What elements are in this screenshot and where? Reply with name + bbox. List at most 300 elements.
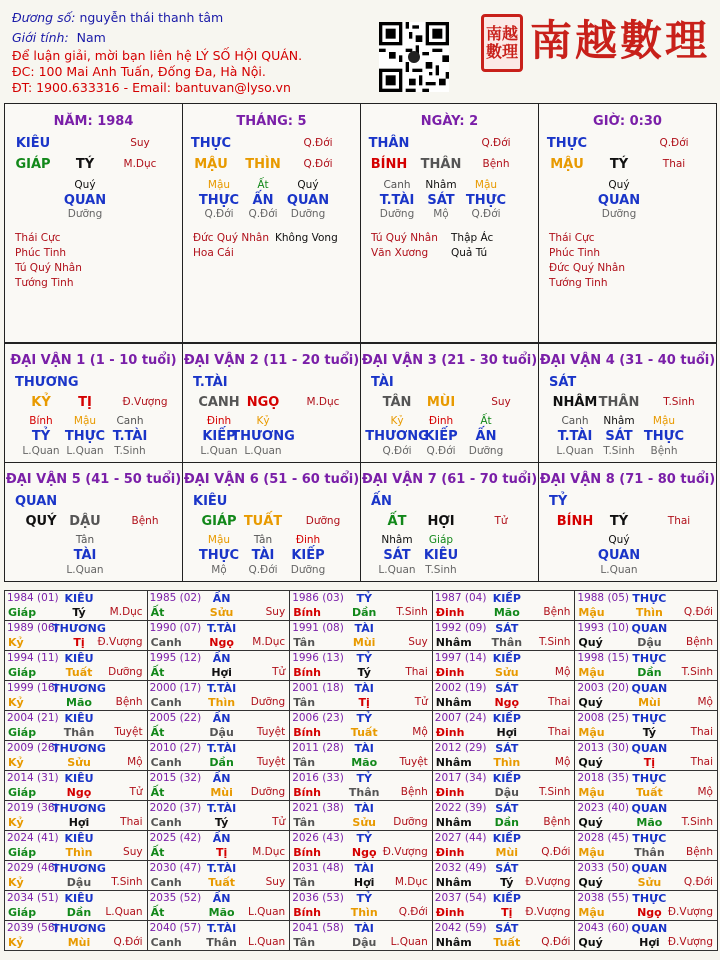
year-god: T.TÀI — [206, 922, 237, 935]
year-stage: M.Dục — [394, 876, 428, 888]
year-stage: Bệnh — [400, 786, 428, 798]
year-label: 2011 (28) — [292, 742, 344, 754]
year-stage: Tuyệt — [399, 756, 428, 768]
year-label: 2012 (29) — [434, 742, 487, 754]
year-stem: Kỷ — [8, 936, 24, 949]
year-branch: Tị — [215, 846, 228, 859]
pillar-stem-god: KIÊU — [15, 136, 51, 151]
year-label: 2040 (57) — [149, 922, 202, 934]
year-cell — [432, 830, 576, 861]
year-stem: Canh — [150, 876, 182, 889]
dai-van-hidden-god: KIẾP — [291, 548, 325, 563]
year-god: KIẾP — [492, 892, 521, 905]
year-god: QUAN — [631, 682, 668, 695]
year-cell — [147, 920, 291, 951]
dai-van-hidden-god: THỰC — [198, 548, 240, 563]
year-label: 1999 (16) — [7, 682, 59, 694]
year-god: TỶ — [356, 592, 372, 605]
year-god: ẤN — [212, 892, 231, 905]
year-branch: Dậu — [66, 876, 92, 889]
hidden-stem: Nhâm — [425, 179, 457, 191]
year-label: 2027 (44) — [434, 832, 487, 844]
pillar-title: GIỜ: 0:30 — [593, 114, 662, 129]
year-stage: Suy — [265, 876, 286, 888]
year-cell — [289, 710, 433, 741]
year-cell — [574, 860, 718, 891]
year-label: 2010 (27) — [149, 742, 202, 754]
gender-line — [12, 30, 106, 45]
dai-van-god: QUAN — [15, 494, 58, 509]
year-branch: Hợi — [211, 666, 232, 679]
year-cell — [574, 770, 718, 801]
year-label: 2037 (54) — [434, 892, 487, 904]
year-god: SÁT — [495, 742, 519, 755]
hidden-stem-stage: Dưỡng — [379, 208, 415, 220]
year-branch: Tý — [642, 726, 657, 739]
owner-line — [12, 10, 223, 25]
year-stem: Canh — [150, 816, 182, 829]
year-stem: Nhâm — [435, 876, 472, 889]
year-stem: Đinh — [435, 666, 465, 679]
year-branch: Hợi — [68, 816, 90, 829]
dai-van-hidden-stage: L.Quan — [200, 445, 238, 457]
year-branch: Thìn — [208, 696, 236, 709]
year-branch: Hợi — [639, 936, 660, 949]
year-cell — [147, 740, 291, 771]
year-cell — [432, 920, 576, 951]
year-branch: Ngọ — [494, 696, 520, 709]
pillar-stem-stage: Suy — [130, 137, 150, 149]
year-label: 2017 (34) — [434, 772, 487, 784]
dai-van-title: ĐẠI VẬN 7 (61 - 70 tuổi) — [361, 472, 538, 487]
year-cell — [432, 620, 576, 651]
dai-van-stage: Suy — [491, 396, 511, 408]
year-god: THỰC — [632, 712, 667, 725]
year-cell — [432, 650, 576, 681]
year-branch: Mùi — [495, 846, 519, 859]
year-cell — [289, 590, 433, 621]
year-god: KIẾP — [492, 592, 521, 605]
good-star: Phúc Tinh — [15, 247, 67, 259]
year-god: ẤN — [212, 772, 231, 785]
dai-van-hidden-stage: Q.Đới — [426, 445, 456, 457]
dai-van-title: ĐẠI VẬN 5 (41 - 50 tuổi) — [5, 472, 182, 487]
year-stage: Mộ — [554, 756, 571, 768]
dai-van-hidden-god: QUAN — [597, 548, 641, 563]
year-label: 2006 (23) — [292, 712, 344, 724]
brand-logo: 南越數理 — [530, 16, 711, 65]
hidden-stem: Quý — [608, 179, 630, 191]
year-god: THỰC — [632, 892, 667, 905]
year-god: KIÊU — [64, 652, 94, 665]
year-stage: T.Sinh — [538, 786, 571, 798]
year-stem: Mậu — [578, 726, 605, 739]
year-stem: Tân — [293, 876, 316, 889]
dai-van-stage: T.Sinh — [663, 396, 695, 408]
dai-van-stage: Đ.Vượng — [122, 396, 168, 408]
year-stem: Quý — [578, 636, 603, 649]
year-cell — [4, 860, 148, 891]
year-branch: Ngọ — [209, 636, 234, 649]
dai-van-hidden-god: THƯƠNG — [231, 429, 295, 444]
year-cell — [574, 590, 718, 621]
year-cell — [289, 830, 433, 861]
dai-van-hidden-stem: Tân — [75, 534, 95, 546]
dai-van-hidden-stage: Dưỡng — [290, 564, 326, 576]
pillar-stem-stage: Q.Đới — [303, 137, 333, 149]
year-god: TỶ — [356, 892, 372, 905]
year-god: SÁT — [495, 862, 519, 875]
year-label: 2021 (38) — [292, 802, 344, 814]
year-god: ẤN — [212, 712, 231, 725]
year-god: ẤN — [212, 832, 231, 845]
year-god: QUAN — [631, 862, 668, 875]
pillar-earthly-branch: TÝ — [609, 157, 629, 172]
dai-van-branch: TỊ — [78, 395, 92, 410]
dai-van-hidden-god: ẤN — [475, 429, 497, 444]
dai-van-title: ĐẠI VẬN 3 (21 - 30 tuổi) — [361, 353, 538, 368]
year-branch: Dần — [66, 906, 92, 919]
dai-van-hidden-stem: Kỷ — [390, 415, 404, 427]
dai-van-branch: DẬU — [69, 514, 101, 529]
year-stem: Bính — [293, 726, 322, 739]
good-star: Đức Quý Nhân — [193, 232, 269, 244]
good-star: Hoa Cái — [193, 247, 234, 259]
dai-van-hidden-stem: Canh — [561, 415, 589, 427]
good-star: Đức Quý Nhân — [549, 262, 625, 274]
dai-van-hidden-stage: L.Quan — [66, 445, 104, 457]
year-branch: Mùi — [638, 696, 661, 709]
bad-star: Thập Ác — [451, 232, 494, 244]
year-label: 1990 (07) — [149, 622, 202, 634]
pillar-stem-stage: Q.Đới — [481, 137, 511, 149]
header — [0, 0, 720, 100]
year-stem: Kỷ — [8, 696, 24, 709]
year-branch: Dậu — [351, 936, 377, 949]
hidden-stem-god: QUAN — [286, 193, 330, 208]
year-stage: Mộ — [697, 786, 713, 798]
hidden-stem-stage: Dưỡng — [601, 208, 637, 220]
year-god: QUAN — [631, 742, 668, 755]
year-cell — [289, 650, 433, 681]
year-cell — [289, 740, 433, 771]
dai-van-hidden-stage: Dưỡng — [468, 445, 504, 457]
year-cell — [147, 650, 291, 681]
pillar-title: NĂM: 1984 — [53, 114, 134, 129]
year-god: THƯƠNG — [52, 682, 106, 695]
year-stem: Bính — [293, 906, 322, 919]
year-cell — [432, 710, 576, 741]
year-cell — [147, 800, 291, 831]
dai-van-hidden-stem: Mậu — [652, 415, 676, 427]
year-label: 1991 (08) — [292, 622, 344, 634]
year-stem: Bính — [293, 846, 322, 859]
dai-van-hidden-god: THƯƠNG — [365, 429, 429, 444]
year-branch: Ngọ — [637, 906, 662, 919]
dai-van-god: THƯƠNG — [15, 375, 79, 390]
dai-van-hidden-stage: T.Sinh — [114, 445, 146, 457]
pillar-stem-god: THỰC — [190, 136, 232, 151]
dai-van-branch: HỢI — [427, 514, 455, 529]
gender-label: Giới tính: — [12, 30, 69, 45]
address-line: ĐC: 100 Mai Anh Tuấn, Đống Đa, Hà Nội. — [12, 64, 266, 79]
year-cell — [432, 770, 576, 801]
dai-van-cell — [538, 343, 717, 463]
year-branch: Tý — [357, 666, 371, 679]
year-stage: Bệnh — [543, 606, 571, 618]
dai-van-hidden-stem: Nhâm — [381, 534, 413, 546]
year-god: TÀI — [354, 922, 374, 935]
year-stem: Kỷ — [8, 876, 24, 889]
year-stage: Mộ — [412, 726, 428, 738]
year-stage: L.Quan — [105, 906, 143, 918]
year-stem: Canh — [150, 756, 182, 769]
year-stem: Nhâm — [435, 696, 472, 709]
year-stem: Đinh — [435, 606, 465, 619]
year-god: THỰC — [632, 652, 667, 665]
dai-van-hidden-god: TÀI — [73, 548, 97, 563]
dai-van-branch: TUẤT — [243, 514, 283, 529]
year-cell — [4, 770, 148, 801]
year-cell — [4, 710, 148, 741]
dai-van-hidden-god: TÀI — [251, 548, 275, 563]
year-stage: Bệnh — [686, 846, 713, 858]
dai-van-hidden-stem: Đinh — [295, 534, 321, 546]
year-cell — [574, 680, 718, 711]
year-cell — [147, 590, 291, 621]
dai-van-branch: NGỌ — [246, 395, 280, 410]
year-branch: Ngọ — [66, 786, 92, 799]
year-god: QUAN — [631, 622, 668, 635]
dai-van-branch: MÙI — [426, 395, 456, 410]
good-star: Tú Quý Nhân — [15, 262, 82, 274]
pillar-heavenly-stem: MẬU — [550, 157, 584, 172]
pillar-stem-stage: Q.Đới — [659, 137, 689, 149]
year-stem: Canh — [150, 636, 182, 649]
phone-email-line: ĐT: 1900.633316 - Email: bantuvan@lyso.vn — [12, 80, 291, 95]
year-cell — [574, 710, 718, 741]
year-label: 2039 (56) — [7, 922, 59, 934]
year-god: THỰC — [632, 832, 667, 845]
year-branch: Tý — [500, 876, 514, 889]
dai-van-hidden-stage: L.Quan — [556, 445, 594, 457]
year-stage: Bệnh — [686, 636, 713, 648]
dai-van-hidden-stage: Q.Đới — [248, 564, 278, 576]
dai-van-cell — [4, 462, 183, 582]
year-label: 2020 (37) — [149, 802, 202, 814]
hidden-stem-stage: Dưỡng — [290, 208, 326, 220]
seal-stamp: 南越 數理 — [481, 14, 523, 72]
year-cell — [432, 860, 576, 891]
year-stage: Thai — [690, 726, 713, 738]
year-label: 2042 (59) — [434, 922, 487, 934]
year-branch: Dậu — [209, 726, 234, 739]
year-stage: Tử — [272, 816, 286, 828]
year-stem: Ất — [150, 606, 165, 619]
year-label: 2029 (46) — [7, 862, 59, 874]
year-branch: Thân — [206, 936, 237, 949]
year-stage: M.Dục — [252, 636, 286, 648]
year-stem: Quý — [578, 696, 603, 709]
dai-van-god: SÁT — [549, 375, 577, 390]
year-stage: Tử — [272, 666, 286, 678]
year-stem: Ất — [150, 906, 165, 919]
dai-van-hidden-stage: L.Quan — [244, 445, 282, 457]
year-label: 1987 (04) — [434, 592, 487, 604]
year-cell — [432, 740, 576, 771]
year-god: THỰC — [632, 772, 667, 785]
hidden-stem-stage: Dưỡng — [67, 208, 103, 220]
year-branch: Sửu — [209, 606, 234, 619]
year-god: SÁT — [495, 802, 519, 815]
year-stage: Đ.Vượng — [667, 906, 713, 918]
year-label: 2025 (42) — [149, 832, 202, 844]
dai-van-stem: ẤT — [387, 514, 407, 529]
year-god: TỶ — [356, 832, 372, 845]
year-god: TỶ — [356, 712, 372, 725]
dai-van-hidden-stem: Mậu — [207, 534, 231, 546]
bad-star: Quả Tú — [451, 247, 488, 259]
qr-code — [379, 22, 449, 92]
year-branch: Hợi — [353, 876, 375, 889]
hidden-stem: Mậu — [474, 179, 498, 191]
year-stem: Ất — [150, 726, 165, 739]
year-stage: Đ.Vượng — [667, 936, 713, 948]
year-label: 2028 (45) — [577, 832, 630, 844]
year-branch: Mão — [66, 696, 92, 709]
year-stage: Tuyệt — [114, 726, 143, 738]
year-branch: Hợi — [496, 726, 518, 739]
year-label: 2030 (47) — [149, 862, 202, 874]
year-label: 2014 (31) — [7, 772, 59, 784]
year-label: 2034 (51) — [7, 892, 59, 904]
dai-van-stem: BÍNH — [556, 514, 594, 529]
year-branch: Dần — [637, 666, 662, 679]
year-god: KIẾP — [492, 772, 521, 785]
year-cell — [574, 920, 718, 951]
year-stem: Giáp — [8, 606, 37, 619]
dai-van-hidden-stem: Kỷ — [256, 415, 270, 427]
year-stem: Ất — [150, 786, 165, 799]
pillar-title: THÁNG: 5 — [236, 114, 307, 129]
dai-van-hidden-stage: Q.Đới — [382, 445, 412, 457]
year-stem: Tân — [293, 936, 316, 949]
year-stage: Thai — [405, 666, 428, 678]
hidden-stem-stage: Q.Đới — [248, 208, 278, 220]
year-label: 2043 (60) — [577, 922, 630, 934]
year-god: T.TÀI — [206, 862, 237, 875]
year-god: SÁT — [495, 922, 519, 935]
hidden-stem-god: T.TÀI — [379, 193, 415, 208]
year-stage: Dưỡng — [108, 666, 143, 678]
pillar-earthly-branch: TÝ — [75, 157, 95, 172]
year-cell — [289, 680, 433, 711]
year-stem: Tân — [293, 756, 316, 769]
year-stem: Canh — [150, 696, 182, 709]
year-branch: Tuất — [65, 666, 93, 679]
year-label: 2026 (43) — [292, 832, 344, 844]
pillar-cell — [538, 103, 717, 343]
year-branch: Ngọ — [351, 846, 377, 859]
year-label: 2036 (53) — [292, 892, 344, 904]
year-cell — [147, 680, 291, 711]
year-stage: T.Sinh — [681, 816, 713, 828]
year-cell — [574, 890, 718, 921]
year-god: KIẾP — [492, 832, 521, 845]
year-stem: Canh — [150, 936, 182, 949]
dai-van-stage: Dưỡng — [305, 515, 341, 527]
year-stem: Quý — [578, 816, 603, 829]
dai-van-hidden-stem: Ất — [480, 415, 492, 427]
year-stem: Kỷ — [8, 636, 24, 649]
year-stem: Giáp — [8, 786, 37, 799]
pillar-stem-god: THÂN — [368, 136, 410, 151]
year-branch: Mão — [208, 906, 235, 919]
dai-van-cell — [360, 462, 539, 582]
dai-van-stage: Bệnh — [131, 515, 159, 527]
year-stem: Đinh — [435, 786, 465, 799]
year-stage: L.Quan — [247, 936, 286, 948]
year-label: 2019 (36) — [7, 802, 59, 814]
year-branch: Mùi — [352, 636, 376, 649]
year-god: T.TÀI — [206, 802, 237, 815]
pillar-stem-god: THỰC — [546, 136, 588, 151]
year-stem: Ất — [150, 846, 165, 859]
year-god: TÀI — [354, 682, 374, 695]
year-stage: Mộ — [697, 696, 713, 708]
year-branch: Tuất — [493, 936, 521, 949]
year-branch: Tuất — [635, 786, 663, 799]
dai-van-hidden-stem: Bính — [29, 415, 53, 427]
year-cell — [574, 650, 718, 681]
dai-van-hidden-stage: L.Quan — [378, 564, 416, 576]
hidden-stem-god: QUAN — [63, 193, 107, 208]
year-stage: Dưỡng — [250, 696, 286, 708]
year-cell — [4, 680, 148, 711]
hidden-stem-stage: Q.Đới — [471, 208, 501, 220]
year-cell — [4, 920, 148, 951]
year-stem: Bính — [293, 666, 322, 679]
year-stage: Tuyệt — [256, 726, 286, 738]
year-branch: Mùi — [67, 936, 91, 949]
year-stem: Tân — [293, 816, 316, 829]
year-stage: Đ.Vượng — [382, 846, 428, 858]
year-stage: Suy — [123, 846, 143, 858]
year-stage: Thai — [547, 726, 571, 738]
year-god: ẤN — [212, 652, 231, 665]
year-label: 2015 (32) — [149, 772, 202, 784]
year-stage: Đ.Vượng — [525, 906, 571, 918]
hidden-stem-stage: Mộ — [433, 208, 449, 220]
year-branch: Sửu — [67, 756, 91, 769]
dai-van-title: ĐẠI VẬN 6 (51 - 60 tuổi) — [183, 472, 360, 487]
year-stage: Mộ — [554, 666, 571, 678]
dai-van-stage: Tử — [494, 515, 508, 527]
year-label: 2041 (58) — [292, 922, 344, 934]
year-stage: Thai — [120, 816, 143, 828]
good-star: Phúc Tinh — [549, 247, 601, 259]
year-stage: Thai — [690, 756, 713, 768]
year-branch: Dậu — [494, 786, 519, 799]
year-cell — [4, 620, 148, 651]
year-stem: Mậu — [578, 666, 605, 679]
year-cell — [289, 770, 433, 801]
dai-van-hidden-stage: Mộ — [211, 564, 227, 576]
hidden-stem-god: ẤN — [252, 193, 274, 208]
year-cell — [4, 830, 148, 861]
dai-van-hidden-god: KIẾP — [424, 429, 458, 444]
year-stem: Nhâm — [435, 816, 472, 829]
